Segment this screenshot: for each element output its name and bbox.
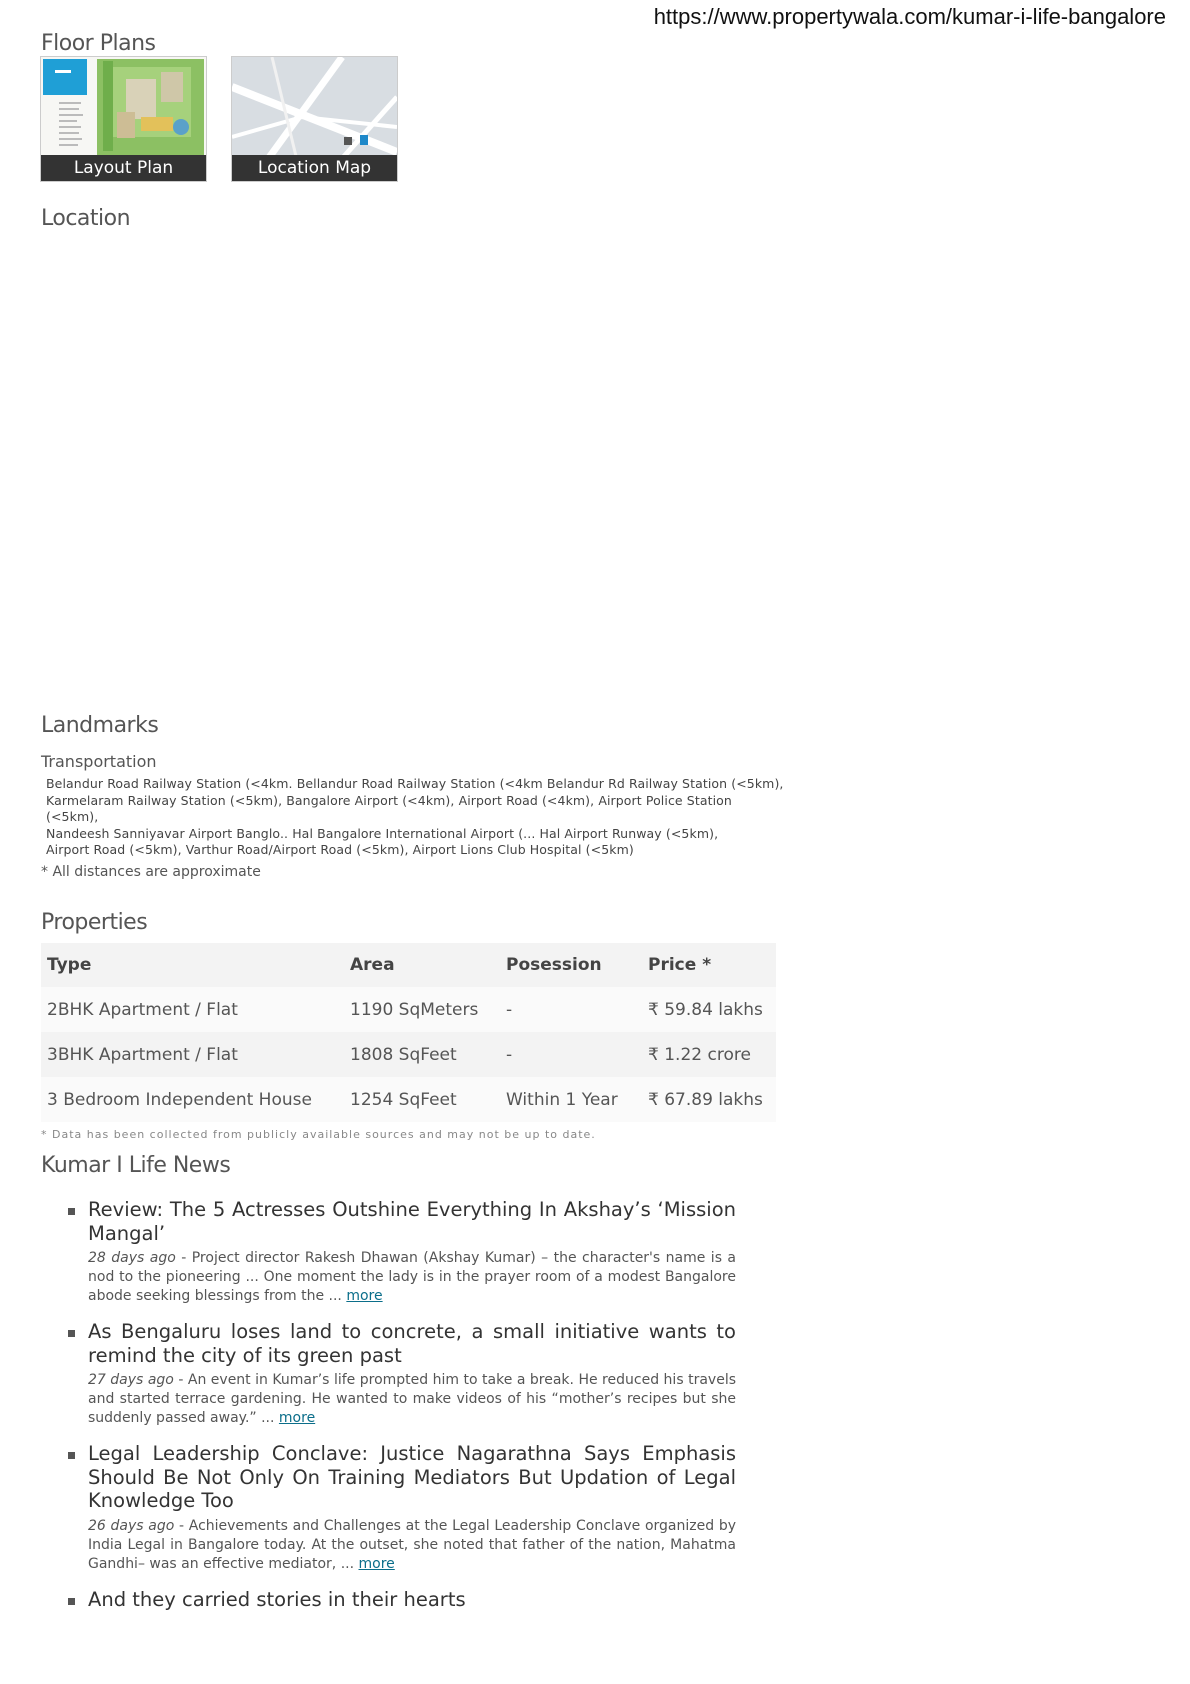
property-possession: Within 1 Year [500,1077,642,1122]
layout-plan-thumbnail[interactable] [40,56,207,182]
table-row[interactable] [41,1032,776,1077]
landmark-item: Bangalore Airport (<4km), [286,792,455,808]
news-more-link[interactable]: more [278,1410,316,1426]
property-type: 3BHK Apartment / Flat [41,1032,344,1077]
news-age: 28 days ago [88,1250,176,1266]
location-map-caption: Location Map [232,155,397,181]
news-list [68,1198,736,1625]
location-map-thumbnail[interactable] [231,56,398,182]
layout-plan-caption: Layout Plan [41,155,206,181]
distance-note: * All distances are approximate [41,864,261,880]
news-title[interactable]: Legal Leadership Conclave: Justice Nagarathna Says Emphasis Should Be Not Only On Training Mediators But Updation of Legal Knowledge Too [88,1442,736,1512]
news-snippet: - Project director Rakesh Dhawan (Akshay Kumar) – the character's name is a nod to the pioneering ... One moment the lady is in the prayer room of a modest Bangalore abode seeking blessings from the ... [88,1250,737,1304]
property-possession: - [500,987,642,1032]
landmark-item: Airport Road (<4km), [458,792,595,808]
property-area: 1254 SqFeet [344,1077,500,1122]
news-snippet: - Achievements and Challenges at the Legal Leadership Conclave organized by India Legal in Bangalore today. At the outset, she noted that father of the nation, Mahatma Gandhi– was an effective mediator, ... [88,1517,736,1572]
table-row[interactable] [41,1077,776,1122]
landmark-item: Nandeesh Sanniyavar Airport Banglo.. [46,825,289,841]
news-title[interactable]: As Bengaluru loses land to concrete, a small initiative wants to remind the city of its green past [88,1320,736,1367]
column-header-price: Price * [642,943,776,987]
property-price: ₹ 59.84 lakhs [642,987,776,1032]
landmarks-list [46,776,786,859]
news-age: 26 days ago [88,1517,175,1534]
property-possession: - [500,1032,642,1077]
property-price: ₹ 67.89 lakhs [642,1077,776,1122]
bullet-square-icon [68,1598,75,1605]
landmark-item: Airport Lions Club Hospital (<5km) [412,842,634,857]
data-disclaimer: * Data has been collected from publicly available sources and may not be up to date. [41,1128,596,1141]
table-header-row [41,943,776,987]
news-body [88,1371,736,1428]
properties-heading: Properties [41,910,148,935]
news-heading: Kumar I Life News [41,1153,231,1178]
news-item [68,1198,736,1306]
landmark-item: Airport Road (<5km), [46,842,182,857]
news-title[interactable]: And they carried stories in their hearts [88,1587,466,1611]
news-more-link[interactable]: more [346,1288,383,1304]
bullet-square-icon [68,1452,75,1459]
page-url[interactable]: https://www.propertywala.com/kumar-i-life-bangalore [653,4,1166,29]
news-item [68,1588,736,1612]
landmark-item: Varthur Road/Airport Road (<5km), [185,842,409,857]
landmark-item: Airport Police Station (<5km), [46,792,732,824]
news-age: 27 days ago [88,1372,174,1388]
news-item [68,1320,736,1428]
properties-table [41,943,776,1122]
landmark-item: Karmelaram Railway Station (<5km), [46,792,283,808]
news-body [88,1517,736,1574]
landmarks-category: Transportation [41,752,157,771]
landmark-item: Belandur Road Railway Station (<4km. [46,776,293,791]
landmark-item: Hal Airport Runway (<5km), [539,825,719,841]
news-item [68,1442,736,1574]
column-header-area: Area [344,943,500,987]
property-price: ₹ 1.22 crore [642,1032,776,1077]
property-area: 1190 SqMeters [344,987,500,1032]
column-header-possession: Posession [500,943,642,987]
property-type: 2BHK Apartment / Flat [41,987,344,1032]
landmarks-heading: Landmarks [41,713,159,738]
bullet-square-icon [68,1208,75,1215]
property-type: 3 Bedroom Independent House [41,1077,344,1122]
news-more-link[interactable]: more [358,1555,395,1572]
column-header-type: Type [41,943,344,987]
landmark-item: Bellandur Road Railway Station (<4km [296,776,543,791]
bullet-square-icon [68,1330,75,1337]
floor-plans-heading: Floor Plans [41,31,156,56]
landmark-item: Hal Bangalore International Airport (... [292,825,536,841]
table-row[interactable] [41,987,776,1032]
news-body [88,1249,736,1306]
news-title[interactable]: Review: The 5 Actresses Outshine Everything In Akshay’s ‘Mission Mangal’ [88,1198,736,1245]
location-heading: Location [41,206,131,231]
landmark-item: Belandur Rd Railway Station (<5km), [546,776,784,791]
news-snippet: - An event in Kumar’s life prompted him to take a break. He reduced his travels and started terrace gardening. He wanted to make videos of his “mother’s recipes but she suddenly passed away.” ... [88,1372,736,1426]
property-area: 1808 SqFeet [344,1032,500,1077]
